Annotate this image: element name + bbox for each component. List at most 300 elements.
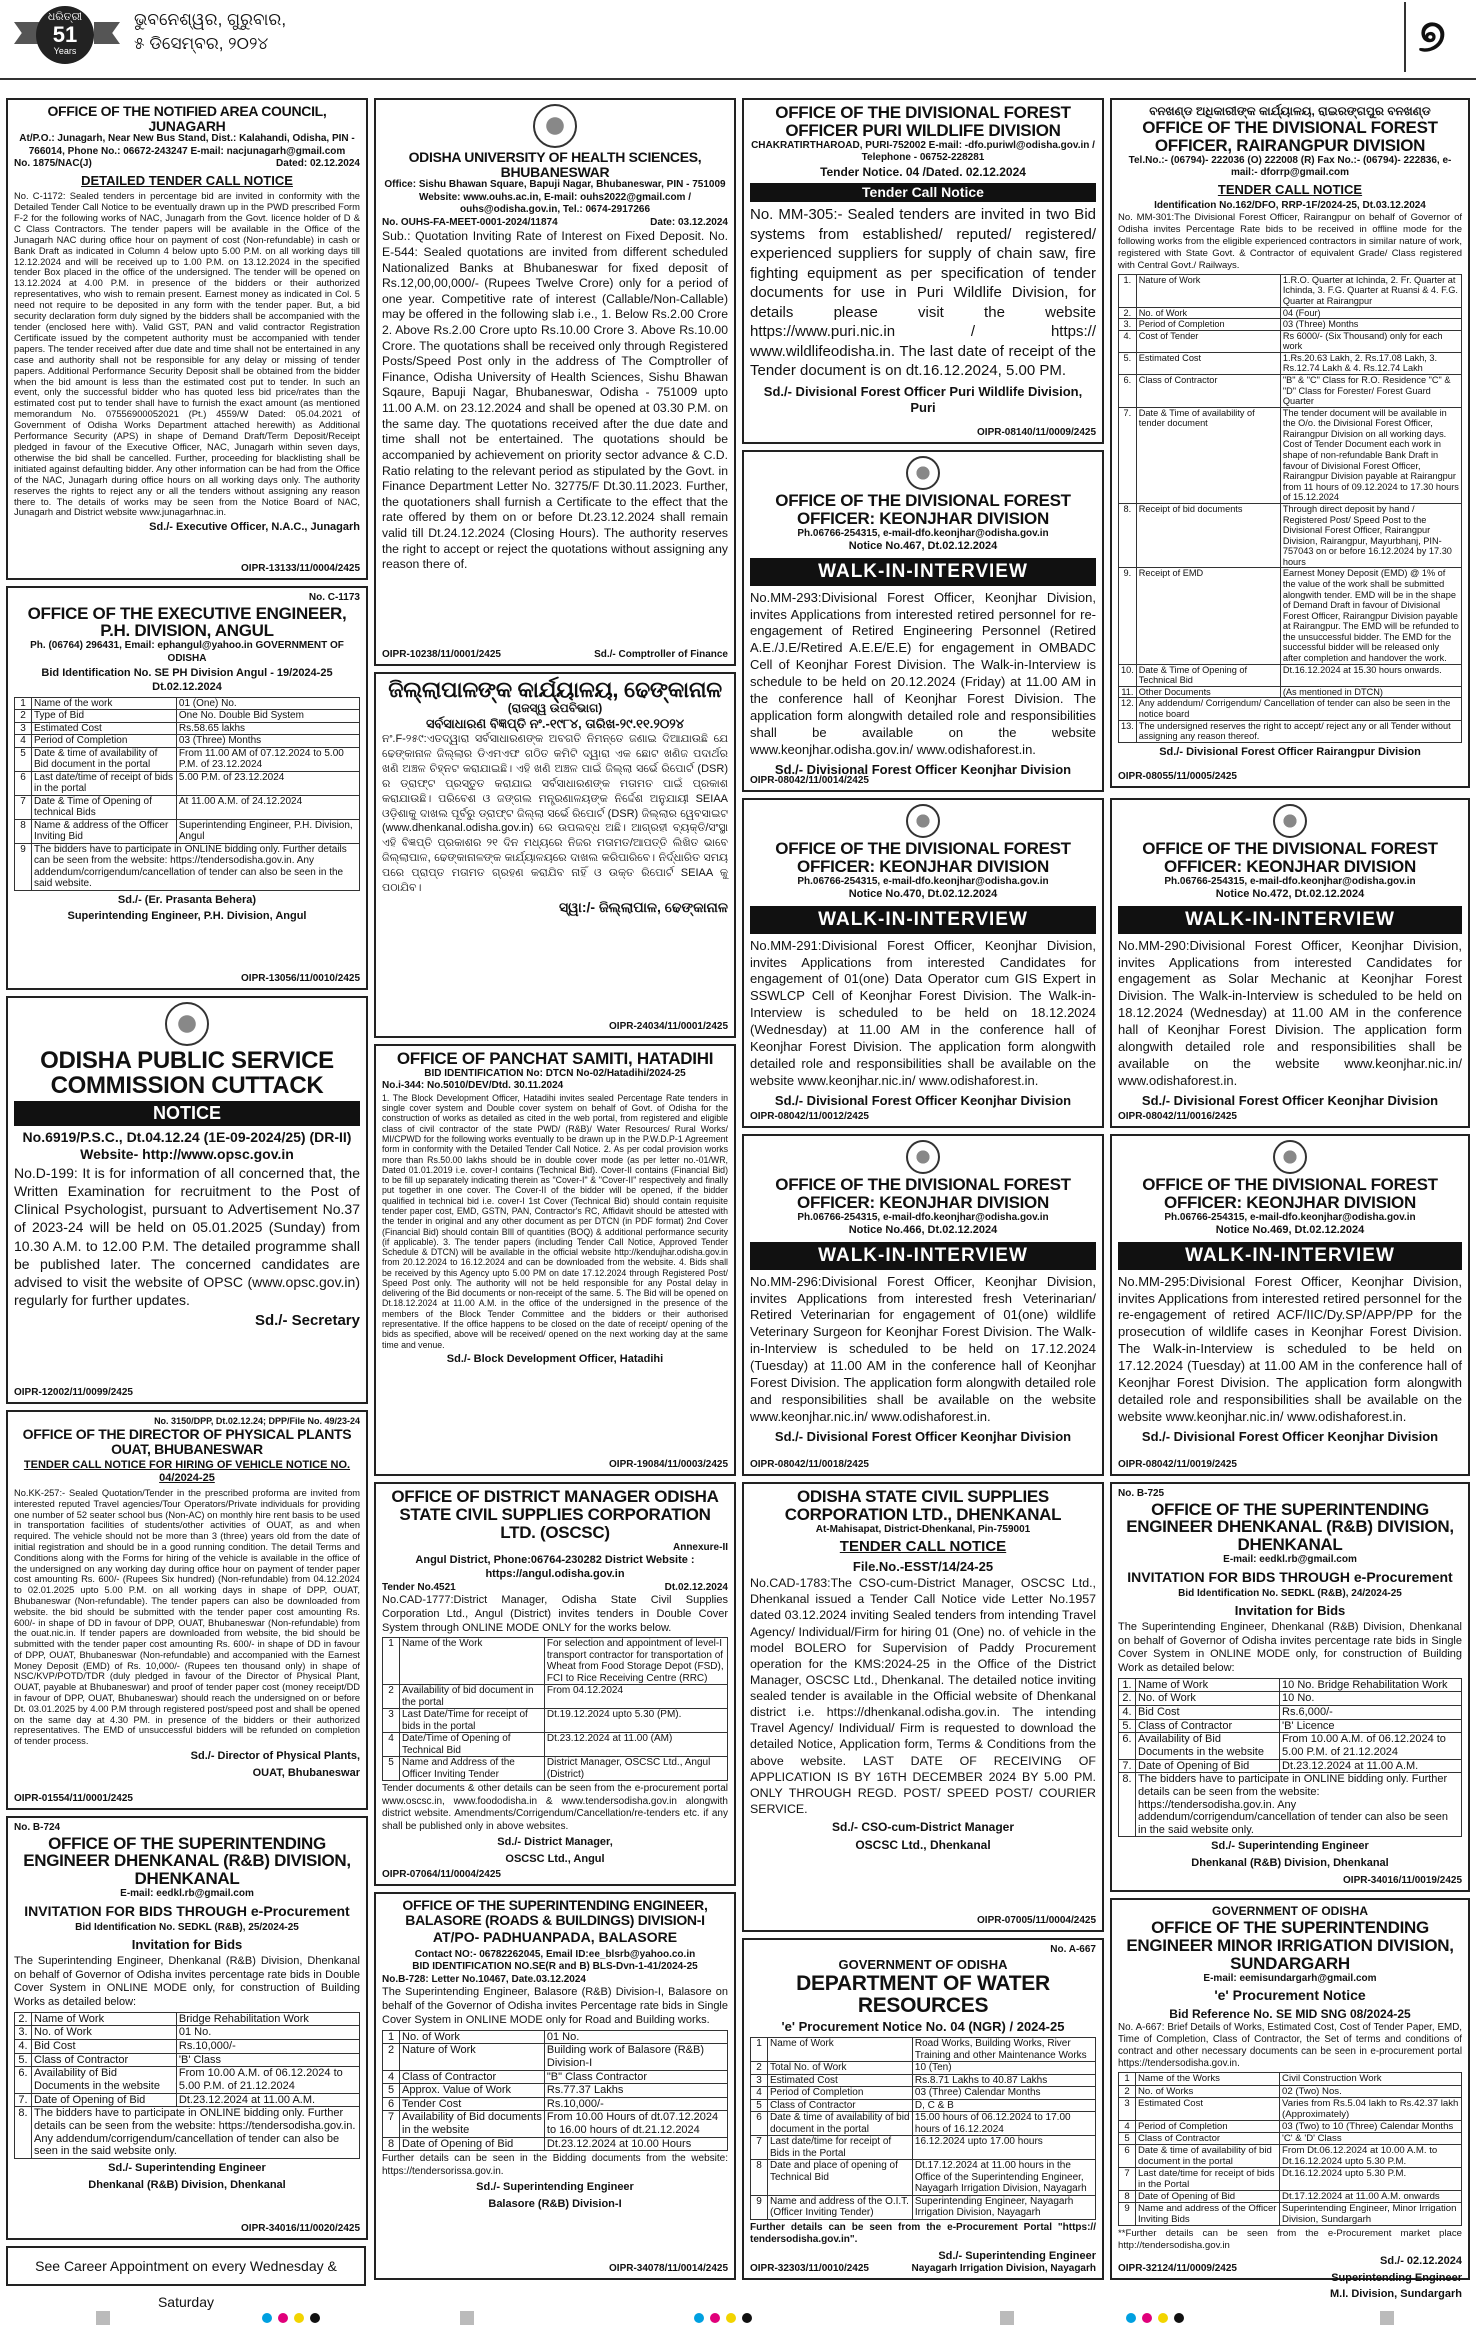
ad-signature-2: Superintending Engineer, P.H. Division, Angul (67, 910, 307, 923)
ad-address: Contact NO:- 06782262045, Email ID:ee_blsrb@yahoo.co.in (414, 1948, 696, 1960)
row-label: Tender Cost (400, 2097, 545, 2111)
odisha-emblem-icon (1273, 804, 1307, 838)
row-value: 01 No. (176, 2026, 359, 2040)
row-value: Dt.17.12.2024 at 11.00 A.M. onwards (1280, 2190, 1462, 2202)
row-label: Date & time of availability of bid document in the portal (1136, 2144, 1280, 2167)
dateline-place-day: ଭୁବନେଶ୍ୱର, ଗୁରୁବାର, (134, 10, 287, 29)
ad-address: Tel.No.:- (06794)- 222036 (O) 222008 (R) Fax No.:- (06794)- 222836, e-mail:- dforrp@gmail.com (1128, 154, 1452, 179)
row-number: 2. (1119, 307, 1137, 319)
ad-title: ODISHA PUBLIC SERVICE COMMISSION CUTTACK (40, 1047, 334, 1100)
table-row (751, 2099, 1096, 2112)
row-number: 6. (1119, 1733, 1136, 1759)
table-row (15, 819, 360, 843)
row-value: 'B' Licence (1280, 1719, 1462, 1733)
ad-title: OFFICE OF THE DIVISIONAL FOREST OFFICER: KEONJHAR DIVISION (1142, 1175, 1438, 1212)
table-row (1119, 2202, 1462, 2225)
ad-signature-1: Sd./- Superintending Engineer (476, 2181, 634, 2194)
row-label: Period of Completion (32, 735, 177, 748)
row-number: 4. (1119, 1706, 1136, 1720)
row-value: From 10.00 Hours of dt.07.12.2024 to 16.00 hours of dt.21.12.2024 (544, 2111, 727, 2137)
ad-ref: Notice No.469, Dt.02.12.2024 (1215, 1224, 1365, 1237)
row-value: 15.00 hours of 06.12.2024 to 17.00 hours of 16.12.2024 (912, 2112, 1095, 2136)
row-number: 3 (15, 722, 32, 735)
row-number: 6 (383, 2097, 400, 2111)
ad-ref: No.B-728: Letter No.10467, Date.03.12.2024 (382, 1973, 586, 1985)
ad-ref: No.6919/P.S.C., Dt.04.12.24 (1E-09-2024/25) (DR-II) (22, 1128, 352, 1145)
table-row (1119, 568, 1462, 664)
ad-body: No. MM-305:- Sealed tenders are invited in two Bid systems from established/ reputed/ registered/ experienced suppliers for supply of chain saw, fire fighting equipment as per specification of tender documents for use in Puri Wildlife Division, for details please visit the website https://www.puri.nic.in / https:// www.wildlifeodisha.in. The last date of receipt of the Tender document is on dt.16.12.2024, 5.00 PM. (750, 206, 1096, 380)
row-label: Date & Time of Opening of Technical Bid (1136, 664, 1280, 686)
ad-body: No.CAD-1783:The CSO-cum-District Manager, OSCSC Ltd., Dhenkanal issued a Tender Call Notice vide Letter No.1957 dated 03.12.2024 inviting Sealed tenders from intending Travel Agency/ Individual/Firm for hiring 01 (One) no. of vehicle in the model BOLERO for Supervision of Paddy Procurement operation for the KMS:2024-25 in the Office of the District Manager, OSCSC Ltd., Dhenkanal. The detailed notice inviting sealed tender is available in the Official website of Dhenkanal district i.e. https://dhenkanal.odisha.gov.in. The intending Travel Agency/ Individual/ Firm is requested to download the detailed Notice, Application form, Terms & Conditions from the above website. LAST DATE OF RECEIVING OF APPLICATION IS BY 16TH DECEMBER 2024 BY 5.00 PM. ONLY THROUGH REGD. POST/ SPEED POST/ COURIER SERVICE. (750, 1576, 1096, 1816)
ad-oscsc-dhenkanal (742, 1482, 1104, 1932)
row-value: 'B' Class (176, 2053, 359, 2067)
ad-address: E-mail: eedkl.rb@gmail.com (1223, 1554, 1357, 1566)
opsc-seal-icon (165, 1002, 209, 1046)
ad-title: OFFICE OF THE DIVISIONAL FOREST OFFICER PURI WILDLIFE DIVISION (775, 103, 1071, 140)
row-value: Civil Construction Work (1280, 2073, 1462, 2085)
ad-oipr: OIPR-07005/11/0004/2425 (977, 1914, 1096, 1926)
row-number: 4. (15, 2040, 32, 2054)
row-label: Name and address of the O.I.T. (Officer Inviting Tender) (768, 2195, 913, 2219)
ad-signature: Sd./- Superintending Engineer (938, 2249, 1096, 2262)
row-number: 7. (1119, 407, 1137, 503)
ad-body: No.CAD-1777:District Manager, Odisha State Civil Supplies Corporation Ltd., Angul (District) invites tenders in Double Cover System through ONLINE MODE ONLY for the works below. (382, 1594, 728, 1634)
ad-subtitle: TENDER CALL NOTICE FOR HIRING OF VEHICLE NOTICE NO. 04/2024-25 (23, 1458, 351, 1485)
row-value: Rs.58.65 lakhs (176, 722, 359, 735)
row-label: Approx. Value of Work (400, 2084, 545, 2098)
magenta-registration-dot (1142, 2313, 1152, 2323)
ad-ref-no: No. OUHS-FA-MEET-0001-2024/11874 (382, 216, 558, 228)
row-label: Name & address of the Officer Inviting Bid (32, 819, 177, 843)
row-value: Dt.23.12.2024 at 11.00 A.M. (176, 2093, 359, 2107)
row-label: Class of Contractor (1136, 1719, 1280, 1733)
table-row (1119, 664, 1462, 686)
row-number: 1. (1119, 274, 1137, 307)
row-value: Varies from Rs.5.04 lakh to Rs.42.37 lakh (Approximately) (1280, 2097, 1462, 2120)
table-row (15, 2067, 360, 2093)
yellow-registration-dot (294, 2313, 304, 2323)
ad-mi-sundargarh (1110, 1898, 1470, 2301)
ad-signature-1: Sd./- District Manager, (497, 1836, 613, 1849)
ad-opsc (6, 996, 368, 1404)
row-label: Period of Completion (1136, 319, 1280, 331)
row-value: 10 No. Bridge Rehabilitation Work (1280, 1678, 1462, 1692)
ad-body: No.MM-295:Divisional Forest Officer, Keonjhar Division, invites Applications from interested retired personnel for the re-engagement of retired ACF/IIC/Dy.SP/APP/PP for the prosecution of wildlife cases in Keonjhar Forest Division. The Walk-in-Interview is scheduled to be held on 17.12.2024 (Tuesday) at 11.00 AM in the conference hall of Keonjhar Forest Division. The application form alongwith detailed role and responsibilities shall be available on the website www.keonjhar.nic.in/ www.odishaforest.in. (1118, 1273, 1462, 1424)
row-label: Estimated Cost (32, 722, 177, 735)
table-row (15, 722, 360, 735)
row-number: 4 (751, 2087, 768, 2100)
row-label: Class of Contractor (1136, 2132, 1280, 2144)
ad-ref-row (382, 1582, 728, 1595)
ad-table (1118, 1678, 1462, 1838)
ad-title: ODISHA UNIVERSITY OF HEALTH SCIENCES, BHUBANESWAR (408, 149, 702, 180)
table-row (383, 1709, 728, 1733)
ad-dfo-keonjhar-466 (742, 1134, 1104, 1476)
row-label: Period of Completion (1136, 2120, 1280, 2132)
row-number: 4 (1119, 2120, 1136, 2132)
ad-ouat (6, 1410, 368, 1810)
ad-dfo-keonjhar-469 (1110, 1134, 1470, 1476)
row-number: 13. (1119, 720, 1137, 742)
page-header (0, 0, 1476, 80)
row-number: 2 (15, 710, 32, 723)
ad-dfo-keonjhar-467 (742, 450, 1104, 792)
row-label: Date of Opening of Bid (400, 2137, 545, 2151)
row-label: Name of Work (1136, 1678, 1280, 1692)
ad-signature-2: M.I. Division, Sundargarh (1329, 2288, 1462, 2301)
ad-title: OFFICE OF DISTRICT MANAGER ODISHA STATE CIVIL SUPPLIES CORPORATION LTD. (OSCSC) (391, 1487, 719, 1542)
row-label: Total No. of Work (768, 2062, 913, 2075)
ad-body: No.MM-296:Divisional Forest Officer, Keonjhar Division, invites Applications from interested fresh Veterinarian/ Retired Veterinarian for engagement of 01(one) wildlife Veterinary Surgeon for Keonjhar Forest Division. The Walk-in-Interview is scheduled to be held on 17.12.2024 (Tuesday) at 11.00 AM in the conference hall of Keonjhar Forest Division. The application form alongwith detailed role and responsibilities shall be available on the website www.keonjhar.nic.in/ www.odishaforest.in. (750, 1273, 1096, 1424)
row-label: Name and Address of the Officer Inviting Tender (400, 1757, 545, 1781)
row-label: Name of Work (768, 2038, 913, 2062)
row-value: "B" Class Contractor (544, 2070, 727, 2084)
row-label: The undersigned reserves the right to accept/ reject any or all Tender without assigning any reason thereof. (1136, 720, 1461, 742)
logo-number: 51 (52, 22, 78, 47)
row-label: Last date/time for receipt of bids in the Portal (1136, 2167, 1280, 2190)
ad-table (14, 2012, 360, 2159)
row-number: 1 (15, 697, 32, 710)
row-value: Building work of Balasore (R&B) Division-I (544, 2044, 727, 2070)
row-value: Dt.16.12.2024 at 15.30 hours onwards. (1280, 664, 1461, 686)
row-value: Dt.23.12.2024 at 11.00 A.M. (1280, 1759, 1462, 1773)
ad-title: OFFICE OF THE SUPERINTENDING ENGINEER, BALASORE (ROADS & BUILDINGS) DIVISION-I (402, 1897, 708, 1928)
ad-oipr: OIPR-07064/11/0004/2425 (382, 1868, 501, 1880)
row-value: Dt.17.12.2024 at 11.00 hours in the Office of the Superintending Engineer, Nayagarh Irrigation Division, Nayagarh (912, 2160, 1095, 2196)
ad-signature-0: Sd./- 02.12.2024 (1380, 2254, 1462, 2267)
row-label: Date of Opening of Bid (1136, 2190, 1280, 2202)
ad-oipr: OIPR-01554/11/0001/2425 (14, 1792, 133, 1804)
ad-ref: Tender Notice. 04 /Dated. 02.12.2024 (820, 164, 1026, 179)
row-label: Availability of Bid Documents in the website (32, 2067, 177, 2093)
ad-table (382, 2030, 728, 2152)
ad-dfo-keonjhar-472 (1110, 798, 1470, 1128)
ad-oipr: OIPR-08042/11/0012/2425 (750, 1110, 869, 1122)
row-number: 8. (1119, 1773, 1136, 1837)
row-value: One No. Double Bid System (176, 710, 359, 723)
ad-subtitle: INVITATION FOR BIDS THROUGH e-Procurement (1127, 1568, 1453, 1585)
ad-oipr: OIPR-34078/11/0014/2425 (609, 2262, 728, 2274)
row-number: 4. (1119, 330, 1137, 352)
ad-ref: Notice No.467, Dt.02.12.2024 (848, 540, 998, 553)
ad-address: Ph.06766-254315, e-mail-dfo.keonjhar@odisha.gov.in (797, 1211, 1049, 1223)
row-number: 7. (15, 2093, 32, 2107)
row-label: Name of the Works (1136, 2073, 1280, 2085)
ad-table (382, 1637, 728, 1781)
row-label: The bidders have to participate in ONLINE bidding only. Further details can be seen from the website: https://tendersodisha.gov.in. Any addendum/corrigendum/cancellation of tender can also be seen in the said website. (32, 843, 360, 890)
row-label: Availability of Bid documents in the website (400, 2111, 545, 2137)
ad-address: Ph. (06764) 296431, Email: ephangul@yahoo.in GOVERNMENT OF ODISHA (30, 640, 344, 664)
row-label: Estimated Cost (1136, 352, 1280, 374)
row-number: 2. (15, 2012, 32, 2026)
ad-gov: GOVERNMENT OF ODISHA (838, 1956, 1008, 1972)
ad-subtitle: (ରାଜସ୍ୱ ଉପବିଭାଗ) (507, 701, 603, 716)
ad-oipr: OIPR-08140/11/0009/2425 (977, 426, 1096, 438)
logo-bottom-text: Years (53, 46, 77, 56)
row-value: 10 (Ten) (912, 2062, 1095, 2075)
ad-signature: Sd./- Divisional Forest Officer Keonjhar Division (774, 1428, 1072, 1444)
table-row (1119, 307, 1462, 319)
table-row (1119, 1692, 1462, 1706)
ad-title: ODISHA STATE CIVIL SUPPLIES CORPORATION LTD., DHENKANAL (784, 1487, 1062, 1524)
ad-body: No. C-1172: Sealed tenders in percentage bid are invited in conformity with the Detailed Tender Call Notice to be eventually drawn up in the PWD prescribed Form F-2 for the following works of NAC, Junagarh from the Govt. licence holder of D & C Class Contractors. The tender papers will be available in the Office of the Junagarh NAC during office hour on payment of cost (Non-refundable) in cash or Bank Draft as indicated in Column 4 below upto 5.00 P.M. on all working days till 12.12.2024 and will be received up to 1.00 P.M. on 13.12.2024 in the specified tender Box placed in the office of the undersigned. The tender will be opened on 13.12.2024 at 4.00 P.M. in presence of the bidders or their authorized representatives, who wish to remain present. Earnest money as indicated in Col. 5 need not require to be deposited in any form with the tender paper. But, a bid security declaration form duly signed by the bidders shall be accompanied with the tender (enclosed here with). Valid GST, PAN and valid contractor Registration Certificate issued by the competent authority must be accompanied with tender papers. The tender received after due date and time shall not be entertained in any case and authority shall not be responsible for any delay or missing of tender papers. Additional Performance Security Deposit shall be obtained from the bidder when the bid amount is less than the estimated cost put to tender. In such an event, only the successful bidder who has quoted less bid price/rates than the estimated cost put to tender shall have to furnish the exact amount (as mentioned memorandum No. 07556900052021 (Pt.) 4559/W Dated: 05.04.2021 of Government of Odisha Works Department attached herewith) as Additional Performance Security (APS) in shape of Demand Draft/Term Deposit/Receipt pledged in favour of the Executive Officer, NAC, Junagarh within seven days, otherwise the bid shall be cancelled. Further, proceeding for blacklisting shall be initiated against defaulting bidder. Any other information can be had from the Office of the NAC, Junagarh during office hours on all working days only. The authority reserves the rights to reject any or all the tenders without assigning any reason there to. The details of works may be seen from the Notice Board of NAC, Junagarh and District website www.junagarhnac.in. (14, 190, 360, 518)
ad-notice-bar: Tender Call Notice (750, 183, 1096, 203)
ad-nac-junagarh (6, 98, 368, 580)
ad-signature: Sd./- Divisional Forest Officer Keonjhar Division (1141, 1428, 1439, 1444)
row-number: 3 (383, 1709, 400, 1733)
ad-address: Office: Sishu Bhawan Square, Bapuji Nagar, Bhubaneswar, PIN - 751009 Website: www.ouhs.ac.in, E-mail: ouhs2022@gmail.com / ouhs@odisha.gov.in, Tel.: 0674-2917266 (384, 179, 726, 216)
table-row (751, 2074, 1096, 2087)
ad-title: OFFICE OF THE SUPERINTENDING ENGINEER DHENKANAL (R&B) DIVISION, DHENKANAL (23, 1833, 351, 1889)
row-label: Name of Work (32, 2012, 177, 2026)
row-number: 3. (1119, 319, 1137, 331)
ad-signature-2: OSCSC Ltd., Angul (505, 1853, 605, 1866)
row-number: 10. (1119, 664, 1137, 686)
row-value: 03 (Three) Months (1280, 319, 1461, 331)
row-number: 2. (1119, 1692, 1136, 1706)
ribbon-right-icon (94, 22, 120, 44)
row-value: From 04.12.2024 (544, 1685, 727, 1709)
ad-oipr: OIPR-08055/11/0005/2425 (1118, 770, 1237, 782)
ad-oipr: OIPR-13056/11/0010/2425 (241, 972, 360, 984)
cyan-registration-dot (1126, 2313, 1136, 2323)
ad-foot: Further details can be seen from the e-Procurement Portal "https:// tendersodisha.gov.in". (750, 2221, 1096, 2246)
row-label: Date of Opening of Bid (1136, 1759, 1280, 1773)
row-label: Class of Contractor (768, 2099, 913, 2112)
ad-ref-top: No. B-724 (14, 1822, 61, 1833)
table-row (15, 697, 360, 710)
row-value: 1.Rs.20.63 Lakh, 2. Rs.17.08 Lakh, 3. Rs.12.74 Lakh & 4. Rs.12.74 Lakh (1280, 352, 1461, 374)
row-number: 8. (15, 2107, 32, 2159)
ad-ref-top: No. A-667 (1050, 1944, 1096, 1955)
row-number: 5. (15, 2053, 32, 2067)
ad-table (750, 2037, 1096, 2220)
row-label: Class of Contractor (400, 2070, 545, 2084)
row-number: 8 (15, 819, 32, 843)
row-number: 7 (751, 2136, 768, 2160)
ad-title: OFFICE OF PANCHAT SAMITI, HATADIHI (396, 1049, 714, 1068)
logo-top-text: ଧରିତ୍ରୀ (47, 11, 83, 23)
table-row (15, 2026, 360, 2040)
ad-oipr: OIPR-24034/11/0001/2425 (609, 1020, 728, 1032)
row-value: 01 (One) No. (176, 697, 359, 710)
ad-ref-row (14, 158, 360, 171)
row-number: 9 (751, 2195, 768, 2219)
row-value: 5.00 P.M. of 23.12.2024 (176, 771, 359, 795)
table-row (15, 2012, 360, 2026)
row-number: 6 (15, 771, 32, 795)
table-row (1119, 1759, 1462, 1773)
black-registration-dot (310, 2313, 320, 2323)
ad-title: OFFICE OF THE EXECUTIVE ENGINEER, P.H. DIVISION, ANGUL (27, 603, 347, 641)
table-row (751, 2087, 1096, 2100)
table-row (383, 2070, 728, 2084)
ad-signature-2: OUAT, Bhubaneswar (252, 1766, 360, 1779)
ad-title: DEPARTMENT OF WATER RESOURCES (796, 1971, 1050, 2017)
table-row (383, 1733, 728, 1757)
row-number: 8 (751, 2160, 768, 2196)
ad-ref-right: No. C-1173 (308, 592, 360, 603)
ad-bid-id: BID IDENTIFICATION No: DTCN No-02/Hatadihi/2024-25 (424, 1067, 686, 1079)
table-row (15, 795, 360, 819)
ad-ref-no: No. 1875/NAC(J) (14, 158, 92, 170)
row-label: Date/Time of Opening of Technical Bid (400, 1733, 545, 1757)
cyan-registration-dot (262, 2313, 272, 2323)
page-number: ୭ (1404, 2, 1458, 72)
university-seal-icon (533, 104, 577, 148)
ad-subtitle-2: Invitation for Bids (131, 1936, 243, 1952)
ad-ref-top: No. B-725 (1118, 1488, 1165, 1499)
ad-signature: Sd./- Executive Officer, N.A.C., Junagarh (149, 521, 360, 534)
table-row (1119, 375, 1462, 408)
table-row (751, 2062, 1096, 2075)
table-row (1119, 698, 1462, 720)
ad-title: ଜିଲ୍ଲାପାଳଙ୍କ କାର୍ଯ୍ୟାଳୟ, ଢେଙ୍କାନାଳ (388, 677, 722, 702)
row-label: No. of Work (1136, 307, 1280, 319)
ad-subtitle: TENDER CALL NOTICE (839, 1538, 1007, 1556)
ad-signature-1: Superintending Engineer (1331, 2271, 1462, 2284)
ad-dfo-rairangpur (1110, 98, 1470, 788)
row-label: The bidders have to participate in ONLINE bidding only. Further details can be seen from the website: https://tendersodisha.gov.in. Any addendum/corrigendum/cancellation of tender can also be seen in the said website only. (1136, 1773, 1462, 1837)
ad-signature: Sd./- Divisional Forest Officer Keonjhar Division (774, 761, 1072, 777)
ad-rb-dhenkanal-2 (6, 1816, 368, 2240)
row-number: 6. (15, 2067, 32, 2093)
dateline (134, 8, 286, 56)
table-row (1119, 1733, 1462, 1759)
row-value: Bridge Rehabilitation Work (176, 2012, 359, 2026)
yellow-registration-dot (1158, 2313, 1168, 2323)
ad-body: No.MM-291:Divisional Forest Officer, Keonjhar Division, invites Applications from interested Candidates for engagement of 01(one) Data Operator cum GIS Expert in SSWLCP Cell of Keonjhar Forest Division. The Walk-in-Interview is scheduled to be held on 18.12.2024 (Wednesday) at 11.00 AM in the conference hall of Keonjhar Forest Division. The application form alongwith detailed role and responsibilities shall be available on the website www.keonjhar.nic.in/ www.odishaforest.in. (750, 937, 1096, 1088)
ad-oscsc-angul (374, 1482, 736, 1886)
row-label: Bid Cost (32, 2040, 177, 2054)
row-value: Dt.23.12.2024 at 11.00 (AM) (544, 1733, 727, 1757)
table-row (383, 1638, 728, 1685)
row-value: 16.12.2024 upto 17.00 hours (912, 2136, 1095, 2160)
row-number: 1 (383, 1638, 400, 1685)
row-label: No. of Works (1136, 2085, 1280, 2097)
row-value: "B" & "C" Class for R.O. Residence "C" & "D" Class for Forester/ Forest Guard Quarter (1280, 375, 1461, 408)
row-number: 4 (383, 1733, 400, 1757)
row-label: Nature of Work (400, 2044, 545, 2070)
ad-signature-1: Sd./- Superintending Engineer (1211, 1840, 1369, 1853)
ad-title: OFFICE OF THE SUPERINTENDING ENGINEER MINOR IRRIGATION DIVISION, SUNDARGARH (1126, 1918, 1454, 1973)
ad-oipr: OIPR-08042/11/0018/2425 (750, 1458, 869, 1470)
ad-body: No.KK-257:- Sealed Quotation/Tender in the prescribed proforma are invited from interested reputed Travel agencies/Tour Operators/Private individuals for providing one number of 52 seater school bus (Non-AC) on monthly hire rent basis to be used in transportation facilities of students/other activities of OUAT, as and when required. The vehicle should not be more than 3 (three) years old from the date of initial registration and should be in a good running condition. The detail Terms and Conditions along with the Forms for hiring of the vehicle is available in the office of the undersigned on any working day during office hour on payment of tender paper cost amounting Rs. 600/- (Rupees Six hundred) (Non-refundable) from 04.12.2024 to 02.01.2025 upto 5.00 P.M. on all working days in shape of DPP, OUAT, Bhubaneswar (Non-refundable). The tender papers can also be downloaded from website. the bid should be submitted with the tender paper cost amounting Rs. 600/- in shape of DD in favour of DPP, OUAT, Bhubaneswar (Non-refundable) from the ouat.nic.in. If tender papers are downloaded from website, the bid should be submitted with the tender paper cost amounting Rs. 600/- in shape of DD in favour of DPP, OUAT, Bhubaneswar (Non-refundable) and accompanied with the Earnest Money Deposit (EMD) of Rs. 10,000/- (Rupees ten thousand only) in shape of NSC/KVP/POTD/TDR (duly pledged in favour of the Director of Physical Plant, OUAT, payable at Bhubaneswar) and proof of tender paper cost (money receipt/DD in favour of DPP, OUAT, Bhubaneswar) should reach the undersigned on or before Dt. 03.01.2025 by 4.00 P.M through registered post/speed post and shall be opened on the same day at 4.30 PM. in presence of the bidders or their authorized representatives. The EMD of unsuccessful bidders will be refunded on completion of tender process. (14, 1488, 360, 1747)
dateline-date: ୫ ଡିସେମ୍ବର, ୨୦୨୪ (134, 34, 269, 53)
ad-table (1118, 274, 1462, 743)
row-value: From 10.00 A.M. of 06.12.2024 to 5.00 P.M. of 21.12.2024 (1280, 1733, 1462, 1759)
ad-signature-1: Sd./- Superintending Engineer (108, 2161, 266, 2174)
row-number: 8. (1119, 503, 1137, 567)
ad-oipr: OIPR-32303/11/0010/2425 (750, 2262, 869, 2274)
ad-signature-2: Dhenkanal (R&B) Division, Dhenkanal (88, 2178, 286, 2191)
masthead-logo (14, 4, 124, 68)
table-row (1119, 1678, 1462, 1692)
ad-body: Sub.: Quotation Inviting Rate of Interest on Fixed Deposit. No. E-544: Sealed quotations are invited from different scheduled Nationalized Banks at Bhubaneswar for fixed deposit of Rs.12,00,00,000/- (Rupees Twelve Crore) only for a period of one year. Competitive rate of interest (Callable/Non-Callable) may be offered in the following slab i.e., 1. Below Rs.2.00 Crore 2. Above Rs.2.00 Crore upto Rs.10.00 Crore 3. Above Rs.10.00 Crore. The quotations shall be received only through Registered Posts/Speed Post only in the address of The Comptroller of Finance, Odisha University of Health Sciences, Sishu Bhawan Sqaure, Bapuji Nagar, Bhubaneswar, Odisha - 751009 upto 11.00 A.M. on 23.12.2024 and shall be opened at 03.30 P.M. on the same day. The quotations received after the due date and time shall not be entertained. The quotations should be accompanied by achievement on priority sector advance & C.D. Ratio relating to the relevant period as stipulated by the Govt. in Finance Department Letter No. 32775/F Dt.30.11.2023. Further, the quotationers shall furnish a Certificate to the effect that the rate offered by them on or before Dt.23.12.2024 shall remain valid till Dt.24.12.2024 (Closing Hours). The authority reserves the right to accept or reject the quotations without assigning any reason there of. (382, 229, 728, 572)
row-number: 9. (1119, 568, 1137, 664)
row-label: Class of Contractor (32, 2053, 177, 2067)
row-value: For selection and appointment of level-I transport contractor for transportation of Wheat from Food Storage Depot (FSD), FCI to Rice Receiving Centre (RRC) (544, 1638, 727, 1685)
ad-collector-dhenkanal (374, 672, 736, 1038)
ad-ref: No.i-344: No.5010/DEV/Dtd. 30.11.2024 (382, 1080, 564, 1092)
table-row (1119, 330, 1462, 352)
row-value: From 11.00 AM of 07.12.2024 to 5.00 P.M. of 23.12.2024 (176, 747, 359, 771)
row-label: Bid Cost (1136, 1706, 1280, 1720)
table-row (15, 843, 360, 890)
row-number: 5. (1119, 1719, 1136, 1733)
ad-bid-id: Bid Identification No. SEDKL (R&B), 24/2024-25 (1178, 1588, 1402, 1600)
ad-title-odia: ବନଖଣ୍ଡ ଅଧିକାରୀଙ୍କ କାର୍ଯ୍ୟାଳୟ, ରାଇରଙ୍ଗପୁର ବନଖଣ୍ଡ (1149, 104, 1431, 118)
ad-ref: File.No.-ESST/14/24-25 (852, 1558, 994, 1574)
ad-signature-1: Sd./- CSO-cum-District Manager (831, 1820, 1015, 1835)
table-row (15, 2040, 360, 2054)
ad-signature: Sd./- Comptroller of Finance (594, 648, 728, 660)
table-row (1119, 1719, 1462, 1733)
ad-body: ନଂ.F-୨୫୯:ଏତଦ୍ୱାରା ସର୍ବସାଧାରଣଙ୍କ ଅବଗତି ନିମନ୍ତେ ଜଣାଇ ଦିଆଯାଉଛି ଯେ ଢେଙ୍କାନାଳ ଜିଲ୍ଲାର ଡିଏମଏଫ ଗଠିତ କମିଟି ଦ୍ୱାରା ଏକ ଛୋଟ ଖଣିଜ ପଦାର୍ଥର ଖଣି ଅଞ୍ଚଳ ଚିହ୍ନଟ କରାଯାଇଛି। ଏହି ଖଣି ଅଞ୍ଚଳ ପାଇଁ ଜିଲ୍ଲା ସର୍ଭେ ରିପୋର୍ଟ (DSR) ର ଡ୍ରାଫ୍ଟ ପ୍ରସ୍ତୁତ କରାଯାଇ ସର୍ବସାଧାରଣଙ୍କ ମତାମତ ପାଇଁ ପ୍ରକାଶ କରାଯାଉଛି। ପରିବେଶ ଓ ଜଙ୍ଗଲ ମନ୍ତ୍ରଣାଳୟଙ୍କ ନିର୍ଦ୍ଦେଶ ଅନୁଯାୟୀ SEIAA ଓଡ଼ିଶାକୁ ଦାଖଲ ପୂର୍ବରୁ ଡ୍ରାଫ୍ଟ ଜିଲ୍ଲା ସର୍ଭେ ରିପୋର୍ଟ (DSR) ଜିଲ୍ଲାର ୱେବସାଇଟ (www.dhenkanal.odisha.gov.in) ରେ ଉପଲବ୍ଧ ଅଛି। ଆଗ୍ରହୀ ବ୍ୟକ୍ତି/ସଂସ୍ଥା ଏହି ବିଜ୍ଞପ୍ତି ପ୍ରକାଶର ୨୧ ଦିନ ମଧ୍ୟରେ ନିଜର ମତାମତ/ଆପତ୍ତି ଲିଖିତ ଭାବେ ଜିଲ୍ଲାପାଳ, ଢେଙ୍କାନାଳଙ୍କ କାର୍ଯ୍ୟାଳୟରେ ଦାଖଲ କରିପାରିବେ। ନିର୍ଦ୍ଧାରିତ ସମୟ ପରେ ପ୍ରାପ୍ତ ମତାମତ ଗ୍ରହଣ କରାଯିବ ନାହିଁ ଓ ଉକ୍ତ ରିପୋର୍ଟ SEIAA କୁ ପଠାଯିବ। (382, 733, 728, 894)
ad-ref-date: Date: 03.12.2024 (650, 216, 728, 228)
row-number: 7 (15, 795, 32, 819)
row-number: 8 (1119, 2190, 1136, 2202)
table-row (383, 2084, 728, 2098)
table-row (1119, 2097, 1462, 2120)
row-value: Earnest Money Deposit (EMD) @ 1% of the value of the work shall be submitted alongwith tender. EMD will be in the shape of Demand Draft in favour of Divisional Forest Officer, Rairangpur Division payable at Rairangpur. The EMD will be refunded to the unsuccessful bidder. The EMD for the successful bidder will be released only after completion and handover the work. (1280, 568, 1461, 664)
ad-ouhs (374, 98, 736, 666)
table-row (1119, 686, 1462, 698)
table-row (751, 2136, 1096, 2160)
black-registration-dot (742, 2313, 752, 2323)
yellow-registration-dot (726, 2313, 736, 2323)
ad-oipr: OIPR-13133/11/0004/2425 (241, 562, 360, 574)
row-value: Road Works, Building Works, River Training and other Maintenance Works (912, 2038, 1095, 2062)
table-row (1119, 2132, 1462, 2144)
ad-oipr-right: Nayagarh Irrigation Division, Nayagarh (911, 2262, 1096, 2274)
row-label: Last date/time of receipt of bids in the portal (32, 771, 177, 795)
ad-title: OFFICE OF THE DIVISIONAL FOREST OFFICER, RAIRANGPUR DIVISION (1142, 118, 1438, 155)
ad-oipr: OIPR-08042/11/0014/2425 (750, 774, 869, 786)
table-row (383, 1685, 728, 1709)
row-label: Other Documents (1136, 686, 1280, 698)
row-number: 11. (1119, 686, 1137, 698)
row-number: 7 (383, 2111, 400, 2137)
table-row (15, 747, 360, 771)
ad-walk-bar: WALK-IN-INTERVIEW (1118, 1242, 1462, 1270)
ad-foot: Tender documents & other details can be seen from the e-procurement portal www.oscsc.in, www.foododisha.in & www.tendersodisha.gov.in alongwith district website. Amendments/Corrigendum/Cancellation/re-tenders etc. if any shall be published only in above websites. (382, 1783, 728, 1832)
row-label: Name of the Work (400, 1638, 545, 1685)
row-value: The tender document will be available in the O/o. the Divisional Forest Officer, Rairangpur Division on all working days. Cost of Tender Document each work in shape of non-refundable Bank Draft in favour of Divisional Forest Officer, Rairangpur Division payable at Rairangpur from 11 hours of 09.12.2024 to 17.30 hours of 15.12.2024 (1280, 407, 1461, 503)
registration-bar (96, 2311, 110, 2325)
ad-body: The Superintending Engineer, Dhenkanal (R&B) Division, Dhenkanal on behalf of Governor of Odisha invites percentage rate bids in Double Cover System in ONLINE MODE only, for construction of Building Works as detailed below: (14, 1954, 360, 2009)
ad-body: No. A-667: Brief Details of Works, Estimated Cost, Cost of Tender Paper, EMD, Time of Completion, Class of Contractor, the Set of terms and conditions of contract and other necessary documents can be seen in e-procurement portal https://tendersodisha.gov.in. (1118, 2021, 1462, 2070)
row-value: Rs.77.37 Lakhs (544, 2084, 727, 2098)
ad-title: OFFICE OF THE SUPERINTENDING ENGINEER DHENKANAL (R&B) DIVISION, DHENKANAL (1126, 1499, 1454, 1555)
row-value: District Manager, OSCSC Ltd., Angul (District) (544, 1757, 727, 1781)
ad-ref: Notice No.470, Dt.02.12.2024 (848, 888, 998, 901)
registration-bar (1380, 2311, 1394, 2325)
ad-bid-id: Bid Identification No. SE PH Division Angul - 19/2024-25 Dt.02.12.2024 (41, 667, 333, 693)
ad-walk-bar: WALK-IN-INTERVIEW (750, 906, 1096, 934)
row-value: Rs.6,000/- (1280, 1706, 1462, 1720)
print-registration-strip (0, 2295, 1476, 2339)
row-number: 1 (751, 2038, 768, 2062)
ad-body: The Superintending Engineer, Dhenkanal (R&B) Division, Dhenkanal on behalf of Governor of Odisha invites percentage rate bids in Single Cover System in ONLINE MODE only, for construction of Building Work as detailed below: (1118, 1620, 1462, 1675)
ad-foot: Further details can be seen in the Bidding documents from the website: https://tendersorissa.gov.in. (382, 2153, 728, 2177)
row-number: 5. (1119, 352, 1137, 374)
ad-ref-date: Dated: 02.12.2024 (276, 158, 360, 170)
ad-title: OFFICE OF THE NOTIFIED AREA COUNCIL, JUNAGARH (47, 103, 327, 134)
row-number: 7 (1119, 2167, 1136, 2190)
ad-ref-no: Tender No.4521 (382, 1581, 456, 1593)
ad-subtitle: 'e' Procurement Notice No. 04 (NGR) / 2024-25 (781, 2018, 1065, 2034)
